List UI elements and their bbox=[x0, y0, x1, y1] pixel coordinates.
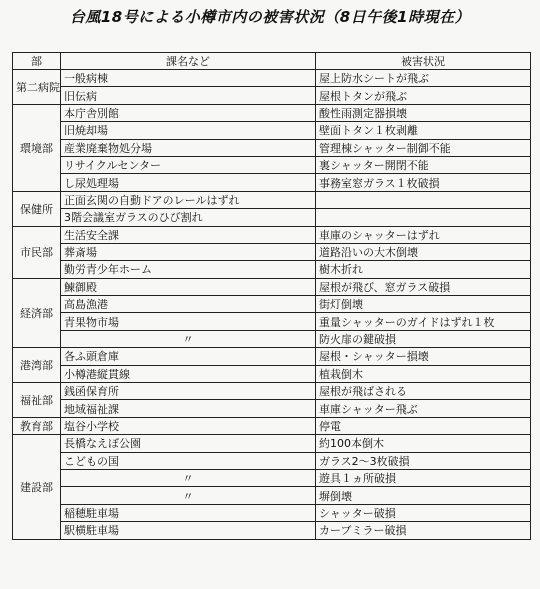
header-damage: 被害状況 bbox=[316, 53, 531, 70]
table-row bbox=[13, 365, 531, 382]
section-cell: 長橋なえぼ公園 bbox=[61, 435, 316, 452]
damage-cell: 屋根が飛び、窓ガラス破損 bbox=[316, 278, 531, 295]
department-cell: 第二病院 bbox=[13, 70, 61, 105]
table-row bbox=[13, 209, 531, 226]
table-row bbox=[13, 226, 531, 243]
section-cell: 塩谷小学校 bbox=[61, 417, 316, 434]
damage-cell: 約100本倒木 bbox=[316, 435, 531, 452]
table-row bbox=[13, 400, 531, 417]
department-cell: 教育部 bbox=[13, 417, 61, 434]
section-cell: 〃 bbox=[61, 487, 316, 504]
damage-cell bbox=[316, 209, 531, 226]
department-cell: 環境部 bbox=[13, 104, 61, 191]
section-cell: し尿処理場 bbox=[61, 174, 316, 191]
table-row bbox=[13, 469, 531, 486]
table-row bbox=[13, 278, 531, 295]
damage-cell: 車庫シャッター飛ぶ bbox=[316, 400, 531, 417]
damage-cell: 管理棟シャッター制御不能 bbox=[316, 139, 531, 156]
damage-cell: 事務室窓ガラス１枚破損 bbox=[316, 174, 531, 191]
section-cell: 勤労青少年ホーム bbox=[61, 261, 316, 278]
page-title: 台風18号による小樽市内の被害状況（8日午後1時現在） bbox=[69, 8, 471, 26]
damage-cell: 屋根トタンが飛ぶ bbox=[316, 87, 531, 104]
damage-cell: 車庫のシャッターはずれ bbox=[316, 226, 531, 243]
table-row bbox=[13, 504, 531, 521]
section-cell: 本庁舎別館 bbox=[61, 104, 316, 121]
section-cell: 各ふ頭倉庫 bbox=[61, 348, 316, 365]
section-cell: 稲穂駐車場 bbox=[61, 504, 316, 521]
damage-cell bbox=[316, 191, 531, 208]
section-cell: 高島漁港 bbox=[61, 296, 316, 313]
damage-cell: 屋根が飛ばされる bbox=[316, 383, 531, 400]
table-body bbox=[13, 70, 531, 540]
damage-cell: 重量シャッターのガイドはずれ１枚 bbox=[316, 313, 531, 330]
section-cell: 正面玄関の自動ドアのレールはずれ bbox=[61, 191, 316, 208]
damage-cell: 防火扉の鍵破損 bbox=[316, 330, 531, 347]
section-cell: 小樽港縦貫線 bbox=[61, 365, 316, 382]
damage-cell: 停電 bbox=[316, 417, 531, 434]
damage-table bbox=[12, 52, 531, 540]
department-cell: 経済部 bbox=[13, 278, 61, 348]
section-cell: 生活安全課 bbox=[61, 226, 316, 243]
table-row bbox=[13, 417, 531, 434]
damage-cell: シャッター破損 bbox=[316, 504, 531, 521]
table-row bbox=[13, 139, 531, 156]
table-row bbox=[13, 435, 531, 452]
department-cell: 港湾部 bbox=[13, 348, 61, 383]
section-cell: リサイクルセンター bbox=[61, 156, 316, 173]
department-cell: 福祉部 bbox=[13, 383, 61, 418]
department-cell: 建設部 bbox=[13, 435, 61, 539]
section-cell: 葬斎場 bbox=[61, 243, 316, 260]
table-row bbox=[13, 191, 531, 208]
table-row bbox=[13, 87, 531, 104]
damage-cell: 樹木折れ bbox=[316, 261, 531, 278]
table-row bbox=[13, 330, 531, 347]
damage-cell: 塀倒壊 bbox=[316, 487, 531, 504]
damage-cell: 街灯倒壊 bbox=[316, 296, 531, 313]
damage-cell: 道路沿いの大木倒壊 bbox=[316, 243, 531, 260]
table-row bbox=[13, 174, 531, 191]
damage-cell: 屋上防水シートが飛ぶ bbox=[316, 70, 531, 87]
table-row bbox=[13, 296, 531, 313]
department-cell: 保健所 bbox=[13, 191, 61, 226]
damage-cell: カーブミラー破損 bbox=[316, 522, 531, 539]
table-row bbox=[13, 122, 531, 139]
header-section: 課名など bbox=[61, 53, 316, 70]
table-row bbox=[13, 348, 531, 365]
damage-cell: 壁面トタン１枚剥離 bbox=[316, 122, 531, 139]
damage-cell: 屋根・シャッター損壊 bbox=[316, 348, 531, 365]
section-cell: 〃 bbox=[61, 469, 316, 486]
table-row bbox=[13, 156, 531, 173]
section-cell: 3階会議室ガラスのひび割れ bbox=[61, 209, 316, 226]
section-cell: 銭函保育所 bbox=[61, 383, 316, 400]
table-row bbox=[13, 452, 531, 469]
section-cell: 駅横駐車場 bbox=[61, 522, 316, 539]
header-dept: 部 bbox=[13, 53, 61, 70]
department-cell: 市民部 bbox=[13, 226, 61, 278]
section-cell: 旧伝病 bbox=[61, 87, 316, 104]
table-row bbox=[13, 522, 531, 539]
section-cell: 鰊御殿 bbox=[61, 278, 316, 295]
damage-cell: 植栽倒木 bbox=[316, 365, 531, 382]
table-row bbox=[13, 487, 531, 504]
section-cell: 一般病棟 bbox=[61, 70, 316, 87]
table-row bbox=[13, 70, 531, 87]
table-row bbox=[13, 261, 531, 278]
table-row bbox=[13, 383, 531, 400]
table-row bbox=[13, 243, 531, 260]
table-row bbox=[13, 104, 531, 121]
section-cell: 旧焼却場 bbox=[61, 122, 316, 139]
damage-cell: 遊具１ヵ所破損 bbox=[316, 469, 531, 486]
section-cell: 青果物市場 bbox=[61, 313, 316, 330]
section-cell: 地域福祉課 bbox=[61, 400, 316, 417]
table-row bbox=[13, 313, 531, 330]
header-row bbox=[13, 53, 531, 70]
damage-cell: ガラス2～3枚破損 bbox=[316, 452, 531, 469]
damage-cell: 酸性雨測定器損壊 bbox=[316, 104, 531, 121]
section-cell: こどもの国 bbox=[61, 452, 316, 469]
damage-cell: 裏シャッター開閉不能 bbox=[316, 156, 531, 173]
section-cell: 産業廃棄物処分場 bbox=[61, 139, 316, 156]
section-cell: 〃 bbox=[61, 330, 316, 347]
